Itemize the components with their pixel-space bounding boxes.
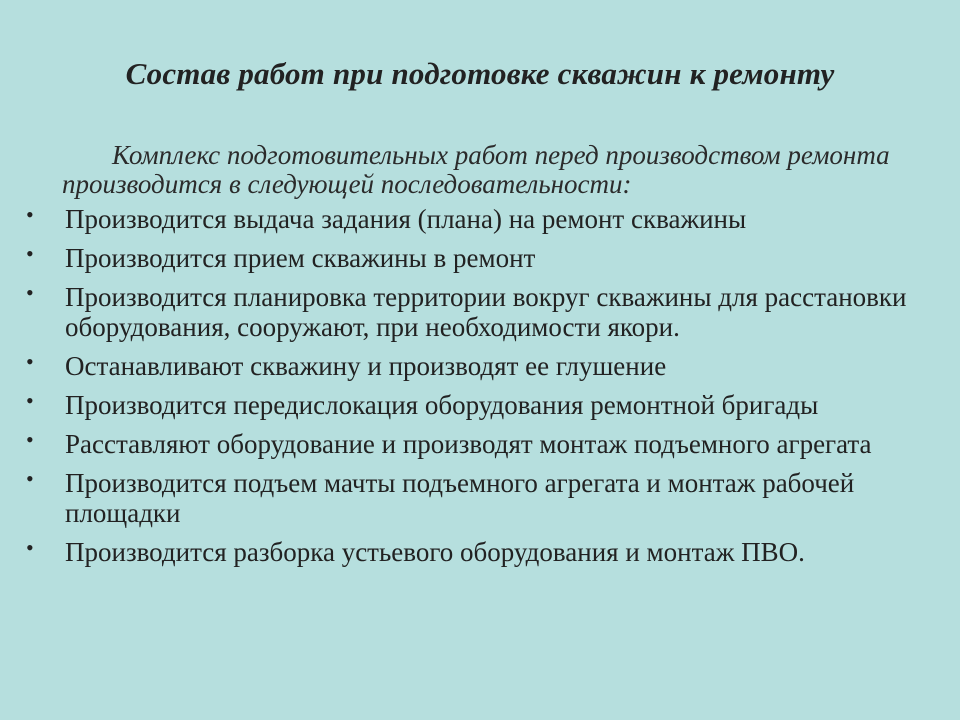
bullet-list bbox=[0, 204, 960, 576]
list-item-text: Производится планировка территории вокруг скважины для расстановки оборудования, сооружают, при необходимости якори. bbox=[65, 282, 907, 342]
slide-title: Состав работ при подготовке скважин к ремонту bbox=[125, 56, 835, 91]
list-item bbox=[0, 282, 960, 342]
intro-paragraph: Комплекс подготовительных работ перед производством ремонта производится в следующей последовательности: bbox=[62, 140, 890, 199]
bullet-icon: • bbox=[26, 466, 34, 491]
bullet-icon: • bbox=[26, 427, 34, 452]
list-item-text: Производится выдача задания (плана) на ремонт скважины bbox=[65, 204, 747, 234]
bullet-icon: • bbox=[26, 388, 34, 413]
list-item bbox=[0, 537, 960, 567]
bullet-icon: • bbox=[26, 349, 34, 374]
list-item-text: Останавливают скважину и производят ее глушение bbox=[65, 351, 667, 381]
list-item-text: Производится разборка устьевого оборудования и монтаж ПВО. bbox=[65, 537, 805, 567]
bullet-icon: • bbox=[26, 535, 34, 560]
list-item-text: Производится прием скважины в ремонт bbox=[65, 243, 536, 273]
bullet-icon: • bbox=[26, 202, 34, 227]
list-item bbox=[0, 351, 960, 381]
list-item-text: Расставляют оборудование и производят монтаж подъемного агрегата bbox=[65, 429, 872, 459]
bullet-icon: • bbox=[26, 280, 34, 305]
list-item bbox=[0, 468, 960, 528]
list-item bbox=[0, 204, 960, 234]
list-item-text: Производится подъем мачты подъемного агрегата и монтаж рабочей площадки bbox=[65, 468, 855, 528]
list-item bbox=[0, 429, 960, 459]
list-item bbox=[0, 243, 960, 273]
list-item-text: Производится передислокация оборудования ремонтной бригады bbox=[65, 390, 819, 420]
bullet-icon: • bbox=[26, 241, 34, 266]
list-item bbox=[0, 390, 960, 420]
